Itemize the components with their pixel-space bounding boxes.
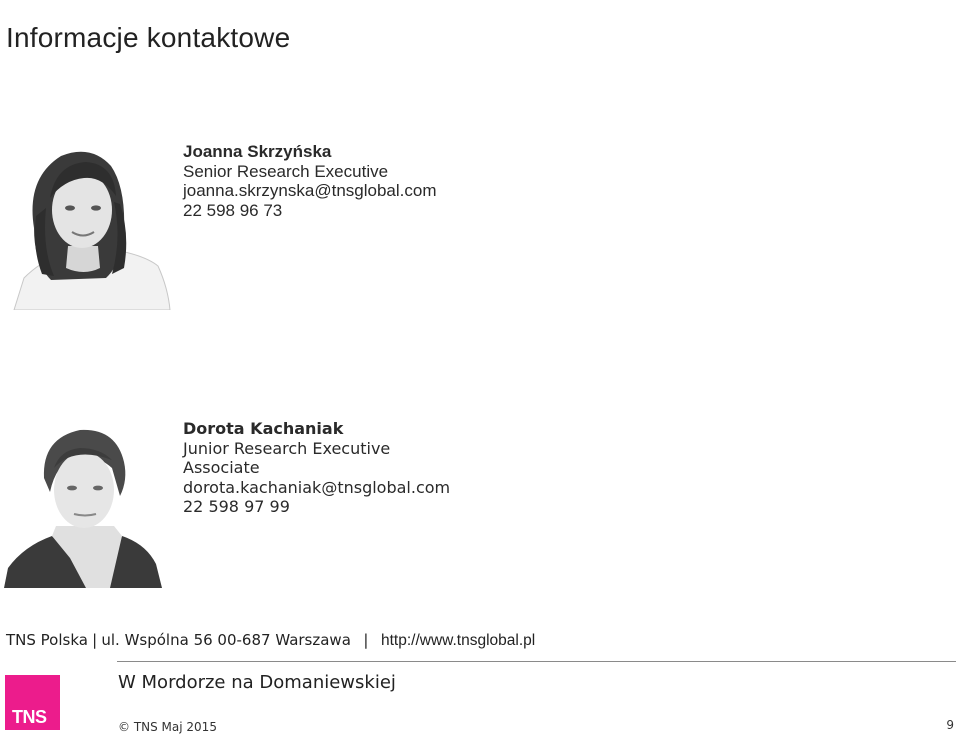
company-website-link[interactable]: http://www.tnsglobal.pl xyxy=(380,632,536,649)
contact-role: Senior Research Executive xyxy=(183,161,389,181)
contact-card-dorota xyxy=(183,419,450,517)
company-street: ul. Wspólna 56 00-687 Warszawa xyxy=(101,631,351,649)
company-address xyxy=(6,631,535,650)
page-title: Informacje kontaktowe xyxy=(6,22,291,53)
contact-card-joanna xyxy=(183,142,437,220)
footer-divider xyxy=(117,661,956,662)
company-name: TNS Polska xyxy=(6,631,88,649)
tns-logo xyxy=(5,675,60,730)
contact-email[interactable]: joanna.skrzynska@tnsglobal.com xyxy=(183,181,437,200)
contact-phone: 22 598 96 73 xyxy=(183,200,283,220)
contact-photo-dorota xyxy=(4,418,164,588)
contact-name: Joanna Skrzyńska xyxy=(183,142,332,161)
page-number: 9 xyxy=(946,718,954,732)
tns-logo-text: TNS xyxy=(12,707,47,727)
address-separator: | xyxy=(363,631,369,649)
contact-name: Dorota Kachaniak xyxy=(183,419,344,438)
contact-phone: 22 598 97 99 xyxy=(183,497,290,516)
contact-role: Junior Research Executive xyxy=(183,438,391,458)
address-separator: | xyxy=(92,631,98,649)
contact-photo-joanna xyxy=(6,138,172,310)
contact-role-secondary: Associate xyxy=(183,458,260,477)
copyright: © TNS Maj 2015 xyxy=(118,720,217,734)
contact-email[interactable]: dorota.kachaniak@tnsglobal.com xyxy=(183,477,451,497)
slide-subtitle: W Mordorze na Domaniewskiej xyxy=(118,672,396,693)
